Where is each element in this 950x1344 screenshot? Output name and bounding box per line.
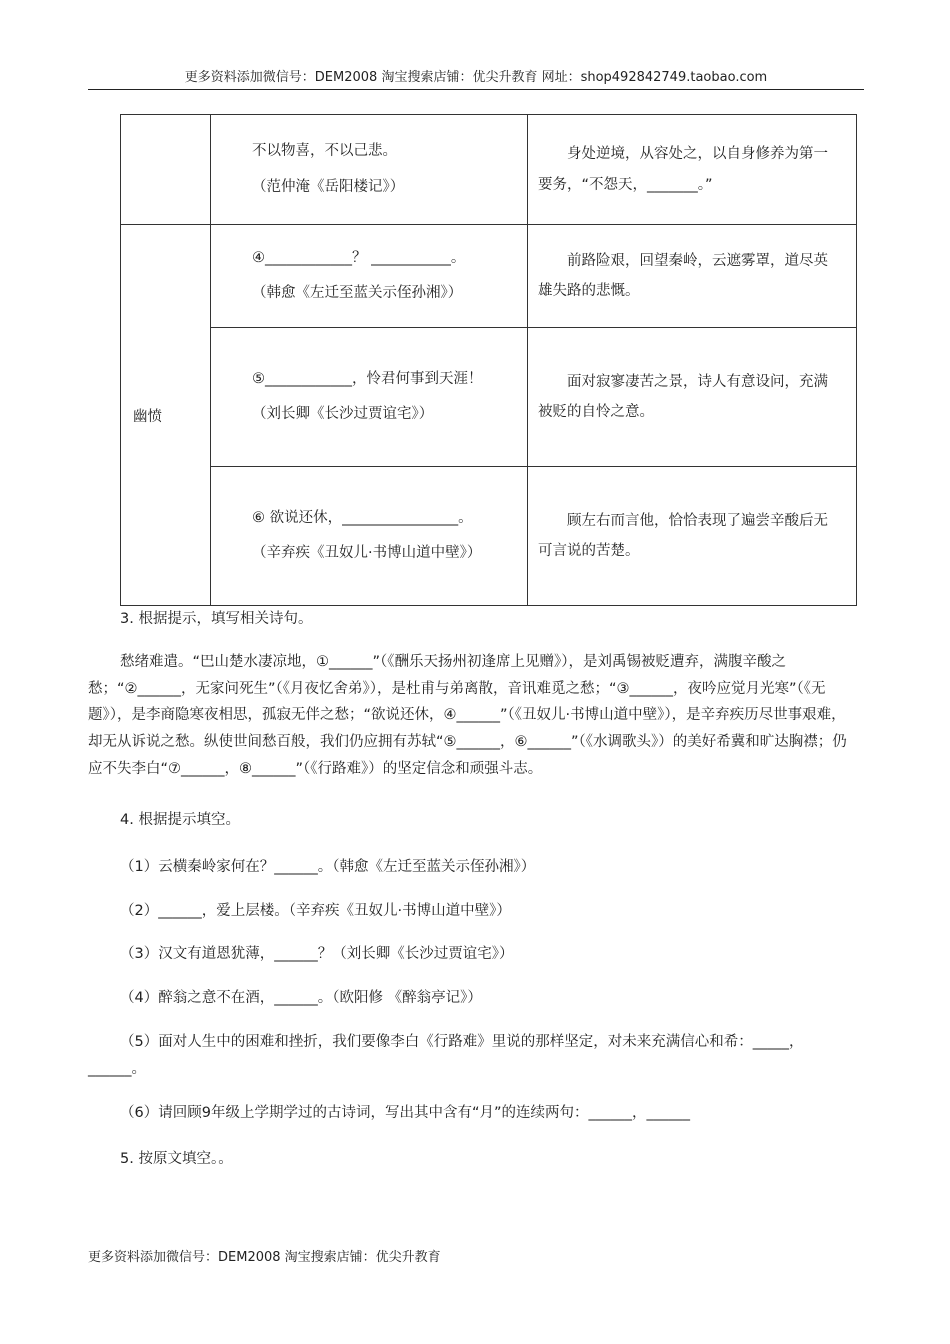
page-header: 更多资料添加微信号：DEM2008 淘宝搜索店铺：优尖升教育 网址：shop492842749.taobao.com — [88, 66, 864, 90]
verse-source: （刘长卿《长沙过贾谊宅》） — [252, 406, 434, 422]
question-4-item-5: （5）面对人生中的困难和挫折，我们要像李白《行路难》里说的那样坚定，对未来充满信心和希：_____，______。 — [88, 1033, 804, 1077]
question-4-title: 4. 根据提示填空。 — [120, 811, 240, 828]
question-4-item-1: （1）云横秦岭家何在？______。（韩愈《左迁至蓝关示侄孙湘》） — [120, 858, 536, 875]
question-4-item-6: （6）请回顾9年级上学期学过的古诗词，写出其中含有“月”的连续两句：______，______ — [120, 1104, 690, 1121]
verse-source: （范仲淹《岳阳楼记》） — [252, 178, 405, 195]
page-footer: 更多资料添加微信号：DEM2008 淘宝搜索店铺：优尖升教育 — [88, 1250, 441, 1265]
verse-cell — [211, 115, 528, 225]
explanation-cell: 顾左右而言他，恰恰表现了遍尝辛酸后无可言说的苦楚。 — [528, 467, 857, 606]
verse-source: （韩愈《左迁至蓝关示侄孙湘》） — [252, 285, 463, 301]
question-3-paragraph: 愁绪难遣。“巴山楚水凄凉地，①______”（《酬乐天扬州初逢席上见赠》），是刘禹锡被贬遭弃，满腹辛酸之愁；“②______，无家问死生”（《月夜忆舍弟》），是杜甫与弟离散，音讯难觅之愁；“③______，夜吟应觉月光寒”（《无题》），是李商隐寒夜相思，孤寂无伴之愁；“欲说还休，④______”（《丑奴儿·书博山道中壁》），是辛弃疾历尽世事艰难，却无从诉说之愁。纵使世间愁百般，我们仍应拥有苏轼“⑤______，⑥______”（《水调歌头》）的美好希冀和旷达胸襟；仍应不失李白“⑦______，⑧______”（《行路难》）的坚定信念和顽强斗志。 — [88, 653, 847, 778]
table-row — [121, 467, 857, 606]
verse-text: 不以物喜，不以己悲。 — [252, 143, 397, 160]
verse-text: ⑥ 欲说还休，________________。 — [252, 509, 473, 526]
verse-cell — [211, 225, 528, 328]
verse-text: ⑤____________，怜君何事到天涯！ — [252, 370, 483, 387]
poetry-table — [120, 114, 857, 606]
verse-source: （辛弃疾《丑奴儿·书博山道中壁》） — [252, 545, 482, 561]
category-cell-empty — [121, 115, 211, 225]
verse-text: ④____________？ ___________。 — [252, 249, 466, 266]
question-3-title: 3. 根据提示，填写相关诗句。 — [120, 611, 313, 627]
question-5-title: 5. 按原文填空。。 — [120, 1151, 233, 1168]
explanation-cell: 前路险艰，回望秦岭，云遮雾罩，道尽英雄失路的悲慨。 — [528, 225, 857, 328]
table-row — [121, 328, 857, 467]
exercise-content — [88, 606, 858, 1173]
explanation-cell: 身处逆境，从容处之，以自身修养为第一要务，“不怨天，_______。” — [528, 115, 857, 225]
question-4-item-4: （4）醉翁之意不在酒，______。（欧阳修 《醉翁亭记》） — [120, 990, 482, 1007]
explanation-cell: 面对寂寥凄苦之景，诗人有意设问，充满被贬的自怜之意。 — [528, 328, 857, 467]
category-cell: 幽愤 — [121, 225, 211, 606]
verse-cell — [211, 328, 528, 467]
table-row — [121, 115, 857, 225]
question-4-item-3: （3）汉文有道恩犹薄，______？（刘长卿《长沙过贾谊宅》） — [120, 946, 514, 963]
question-4-item-2: （2）______，爱上层楼。（辛弃疾《丑奴儿·书博山道中壁》） — [120, 902, 511, 919]
verse-cell — [211, 467, 528, 606]
table-row — [121, 225, 857, 328]
